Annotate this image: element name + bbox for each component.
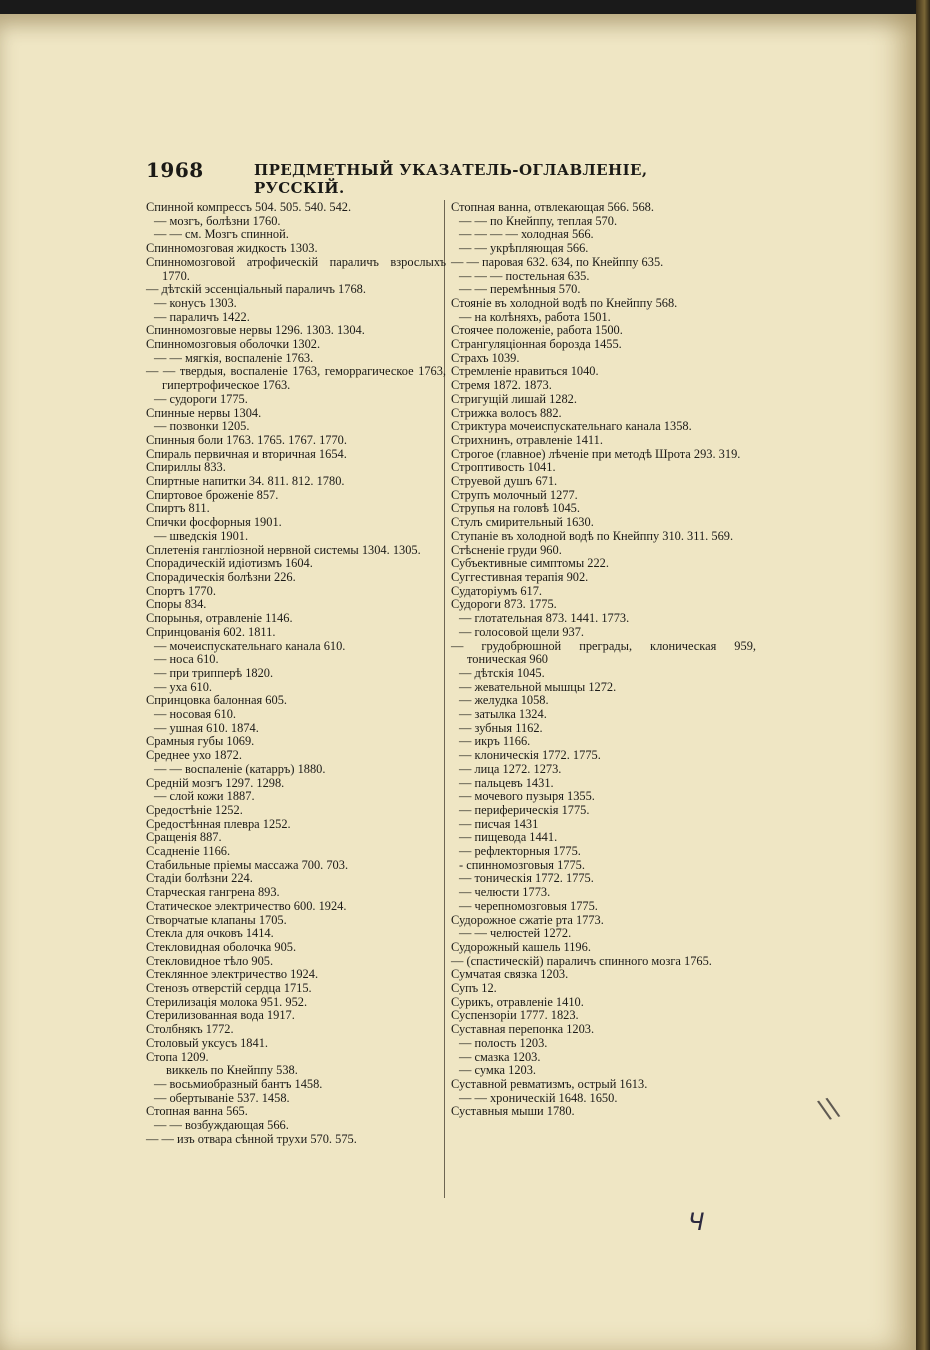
index-entry: — — хроническій 1648. 1650. (459, 1090, 618, 1105)
index-entry: Суспензоріи 1777. 1823. (451, 1008, 579, 1023)
index-entry: — — изъ отвара сѣнной трухи 570. 575. (146, 1131, 357, 1146)
index-entry: — смазка 1203. (459, 1049, 541, 1064)
index-entry: Створчатые клапаны 1705. (146, 912, 287, 927)
index-entry: Стриктура мочеиспускательнаго канала 1358. (451, 419, 692, 434)
index-entry: — параличъ 1422. (154, 309, 250, 324)
index-entry: — при трипперѣ 1820. (154, 665, 274, 680)
index-entry: — (спастическій) параличъ спинного мозга 1765. (451, 953, 712, 968)
index-entry: — глотательная 873. 1441. 1773. (459, 611, 630, 626)
index-entry: Стригущій лишай 1282. (451, 391, 577, 406)
index-entry: Ссадненіе 1166. (146, 844, 231, 859)
index-entry: — периферическія 1775. (459, 802, 590, 817)
index-entry: — пальцевъ 1431. (459, 775, 554, 790)
index-entry: — челюсти 1773. (459, 885, 551, 900)
index-entry: — рефлекторныя 1775. (459, 844, 581, 859)
index-entry: Спиртные напитки 34. 811. 812. 1780. (146, 474, 345, 489)
index-entry: — сумка 1203. (459, 1063, 537, 1078)
index-entry: Спортъ 1770. (146, 583, 216, 598)
index-entry: Столовый уксусъ 1841. (146, 1035, 268, 1050)
index-entry: Спираль первичная и вторичная 1654. (146, 446, 347, 461)
index-entry: Спинномозговой атрофическій параличъ взрослыхъ 1770. (146, 254, 446, 283)
index-entry: Судорожное сжатіе рта 1773. (451, 912, 604, 927)
index-entry: — носовая 610. (154, 707, 236, 722)
page-title: ПРЕДМЕТНЫЙ УКАЗАТЕЛЬ-ОГЛАВЛЕНІЕ, РУССКІЙ. (254, 161, 648, 197)
index-entry: — жевательной мышцы 1272. (459, 679, 617, 694)
index-entry: Стоячее положеніе, работа 1500. (451, 323, 623, 338)
index-entry: Стремленіе нравиться 1040. (451, 364, 599, 379)
index-entry: Срамныя губы 1069. (146, 734, 255, 749)
index-entry: Старческая гангрена 893. (146, 885, 280, 900)
index-entry: Строгое (главное) лѣченіе при методѣ Шрота 293. 319. (451, 446, 741, 461)
index-entry: — носа 610. (154, 652, 219, 667)
page-edge (916, 0, 930, 1350)
index-entry: Спиртъ 811. (146, 501, 210, 516)
index-entry: Споры 834. (146, 597, 207, 612)
index-entry: Среднее ухо 1872. (146, 748, 242, 763)
index-entry: Стекловидная оболочка 905. (146, 939, 297, 954)
index-entry: — дѣтскія 1045. (459, 665, 545, 680)
index-entry: — зубныя 1162. (459, 720, 543, 735)
index-entry: — на колѣняхъ, работа 1501. (459, 309, 611, 324)
index-entry: Страхъ 1039. (451, 350, 520, 365)
index-entry: Ступаніе въ холодной водѣ по Кнейппу 310. 311. 569. (451, 528, 734, 543)
index-entry: — желудка 1058. (459, 693, 549, 708)
index-entry: — — — постельная 635. (459, 268, 590, 283)
index-entry: Средостѣнная плевра 1252. (146, 816, 291, 831)
index-entry: Стеклянное электричество 1924. (146, 967, 319, 982)
index-entry: виккель по Кнейппу 538. (166, 1063, 298, 1078)
index-entry: Сплетенія ганглiозной нервной системы 1304. 1305. (146, 542, 421, 557)
index-entry: Спорадическія болѣзни 226. (146, 569, 296, 584)
index-entry: — слой кожи 1887. (154, 789, 255, 804)
index-entry: — позвонки 1205. (154, 419, 250, 434)
index-entry: — — мягкія, воспаленіе 1763. (154, 350, 314, 365)
index-entry: Средостѣніе 1252. (146, 802, 243, 817)
index-entry: Суставныя мыши 1780. (451, 1104, 575, 1119)
index-entry: Спинномозговая жидкость 1303. (146, 241, 318, 256)
index-entry: Стекловидное тѣло 905. (146, 953, 274, 968)
index-entry: Струпъ молочный 1277. (451, 487, 578, 502)
index-entry: Субъективные симптомы 222. (451, 556, 609, 571)
index-entry: — — челюстей 1272. (459, 926, 572, 941)
index-entry: Столбнякъ 1772. (146, 1022, 234, 1037)
index-entry: — — возбуждающая 566. (154, 1118, 289, 1133)
index-column-right (451, 201, 756, 1119)
index-entry: — — твердыя, воспаленіе 1763, геморрагическое 1763, гипертрофическое 1763. (146, 364, 446, 393)
index-entry: — — — — холодная 566. (459, 227, 594, 242)
index-entry: Стулъ смирительный 1630. (451, 515, 594, 530)
index-entry: Суставной ревматизмъ, острый 1613. (451, 1077, 648, 1091)
index-entry: Суставная перепонка 1203. (451, 1022, 595, 1037)
index-entry: Спорадическій идіотизмъ 1604. (146, 556, 313, 571)
index-entry: Спинномозговые нервы 1296. 1303. 1304. (146, 323, 365, 338)
index-entry: — ушная 610. 1874. (154, 720, 259, 735)
index-entry: Спринцованія 602. 1811. (146, 624, 276, 639)
index-entry: — мозгъ, болѣзни 1760. (154, 213, 281, 228)
index-entry: — клоническія 1772. 1775. (459, 748, 601, 763)
index-entry: Строптивость 1041. (451, 460, 556, 475)
page-number: 1968 (146, 158, 204, 182)
index-entry: Спички фосфорныя 1901. (146, 515, 282, 530)
index-entry: — затылка 1324. (459, 707, 547, 722)
index-entry: Спинной компрессъ 504. 505. 540. 542. (146, 200, 352, 214)
index-entry: — тоническія 1772. 1775. (459, 871, 594, 886)
index-entry: Спринцовка балонная 605. (146, 693, 287, 708)
index-entry: Сращенія 887. (146, 830, 222, 845)
index-entry: — полость 1203. (459, 1035, 548, 1050)
index-entry: Стабильные пріемы массажа 700. 703. (146, 857, 349, 872)
index-entry: — писчая 1431 (459, 816, 539, 831)
index-entry: Спинные нервы 1304. (146, 405, 262, 420)
index-entry: — — по Кнейппу, теплая 570. (459, 213, 618, 228)
scan-top-border (0, 0, 930, 14)
index-entry: — судороги 1775. (154, 391, 248, 406)
index-entry: Стрихнинъ, отравленіе 1411. (451, 432, 603, 447)
index-entry: — восьмиобразный бантъ 1458. (154, 1077, 323, 1091)
index-entry: — мочеиспускательнаго канала 610. (154, 638, 346, 653)
index-entry: Стопа 1209. (146, 1049, 209, 1064)
index-entry: — конусъ 1303. (154, 295, 237, 310)
index-entry: Судорожный кашель 1196. (451, 939, 591, 954)
index-entry: — шведскія 1901. (154, 528, 249, 543)
index-entry: Странгуляціонная борозда 1455. (451, 337, 622, 352)
index-entry: — пищевода 1441. (459, 830, 558, 845)
index-entry: — черепномозговыя 1775. (459, 898, 598, 913)
pencil-mark: \\ (815, 1092, 842, 1126)
index-entry: — обертываніе 537. 1458. (154, 1090, 290, 1105)
index-entry: Спириллы 833. (146, 460, 226, 475)
index-entry: — — см. Мозгъ спинной. (154, 227, 289, 242)
index-entry: Стенозъ отверстій сердца 1715. (146, 981, 312, 996)
index-entry: Спиртовое броженіе 857. (146, 487, 279, 502)
index-entry: Стадіи болѣзни 224. (146, 871, 253, 886)
index-entry: Стопная ванна, отвлекающая 566. 568. (451, 200, 654, 214)
index-entry: Стопная ванна 565. (146, 1104, 248, 1119)
handwritten-mark: Ч (688, 1208, 705, 1236)
index-entry: - спинномозговыя 1775. (459, 857, 585, 872)
index-entry: Спинномозговыя оболочки 1302. (146, 337, 321, 352)
index-entry: Средній мозгъ 1297. 1298. (146, 775, 285, 790)
index-entry: — — перемѣнныя 570. (459, 282, 581, 297)
index-entry: — грудобрюшной преграды, клоническая 959, тоническая 960 (451, 638, 756, 667)
index-entry: Спорынья, отравленіе 1146. (146, 611, 293, 626)
index-entry: Стояніе въ холодной водѣ по Кнейппу 568. (451, 295, 678, 310)
index-entry: — — укрѣпляющая 566. (459, 241, 589, 256)
index-entry: — мочевого пузыря 1355. (459, 789, 595, 804)
index-entry: Струевой душъ 671. (451, 474, 558, 489)
index-entry: Спинныя боли 1763. 1765. 1767. 1770. (146, 432, 347, 447)
index-entry: Судаторіумъ 617. (451, 583, 542, 598)
index-entry: Стремя 1872. 1873. (451, 378, 552, 393)
index-entry: Сурикъ, отравленіе 1410. (451, 994, 584, 1009)
page-header (146, 158, 666, 197)
index-entry: — лица 1272. 1273. (459, 761, 562, 776)
index-entry: — уха 610. (154, 679, 212, 694)
index-entry: Струпья на головѣ 1045. (451, 501, 580, 516)
index-entry: Стерилизація молока 951. 952. (146, 994, 308, 1009)
index-entry: Стрижка волосъ 882. (451, 405, 562, 420)
index-entry: Стерилизованная вода 1917. (146, 1008, 295, 1023)
index-entry: Судороги 873. 1775. (451, 597, 557, 612)
book-page (0, 14, 916, 1350)
index-entry: Супъ 12. (451, 981, 497, 996)
index-entry: — — воспаленіе (катарръ) 1880. (154, 761, 326, 776)
index-entry: — — паровая 632. 634, по Кнейппу 635. (451, 254, 664, 269)
index-entry: — голосовой щели 937. (459, 624, 585, 639)
index-entry: — икръ 1166. (459, 734, 531, 749)
index-entry: Суггестивная терапія 902. (451, 569, 589, 584)
index-entry: Сумчатая связка 1203. (451, 967, 569, 982)
index-entry: Статическое электричество 600. 1924. (146, 898, 347, 913)
index-column-left (146, 201, 446, 1147)
index-entry: Стекла для очковъ 1414. (146, 926, 274, 941)
index-entry: — дѣтскій эссенціальный параличъ 1768. (146, 282, 366, 297)
index-entry: Стѣсненіе груди 960. (451, 542, 562, 557)
